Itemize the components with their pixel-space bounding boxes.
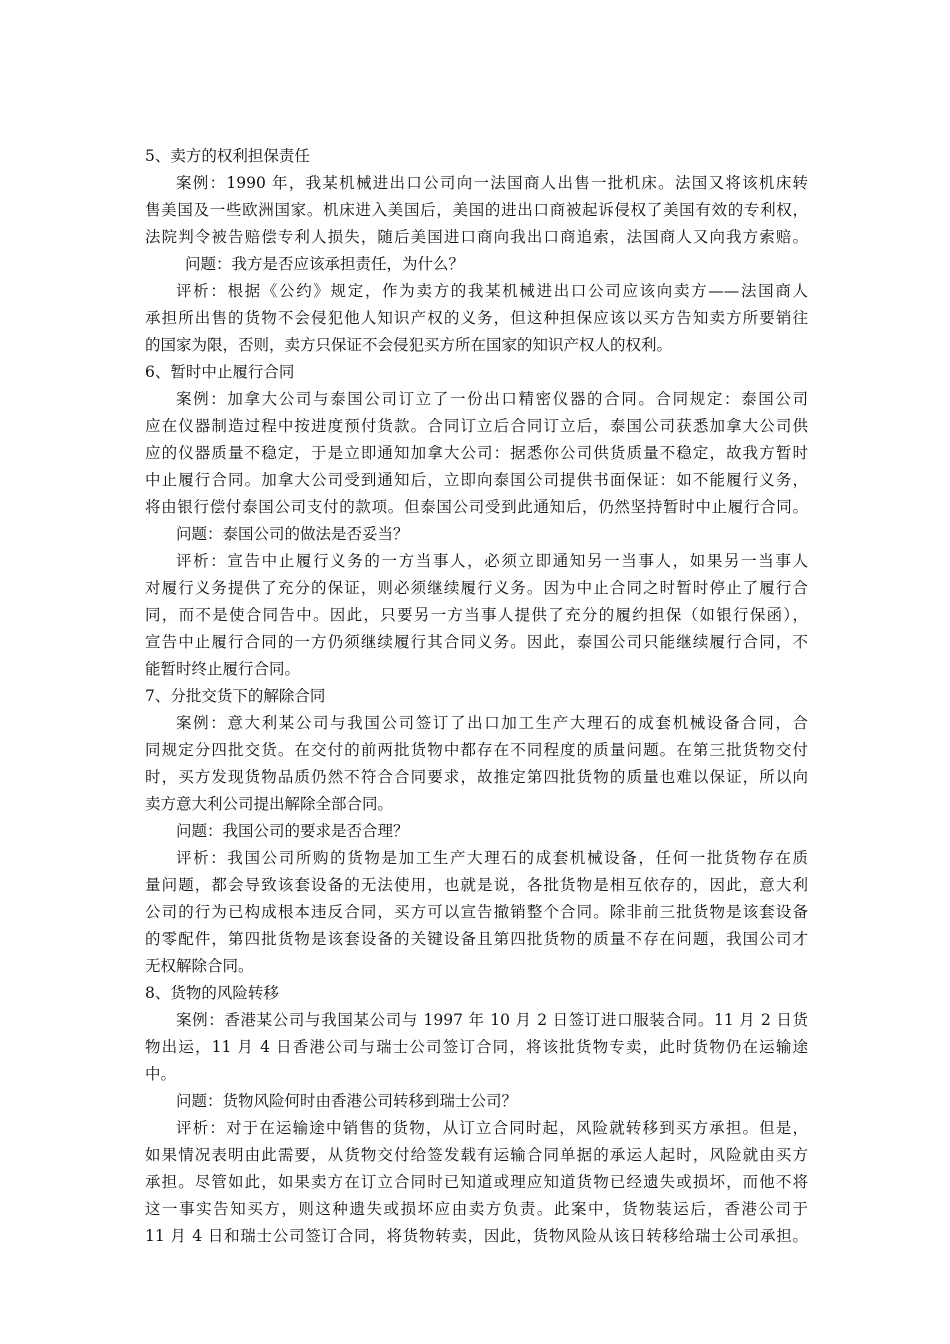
case-line: 同规定分四批交货。在交付的前两批货物中都存在不同程度的质量问题。在第三批货物交付 <box>145 741 808 759</box>
case-line: 中止履行合同。加拿大公司受到通知后，立即向泰国公司提供书面保证：如不能履行义务， <box>145 471 808 489</box>
analysis-line: 宣告中止履行合同的一方仍须继续履行其合同义务。因此，泰国公司只能继续履行合同，不 <box>145 633 808 651</box>
case-line: 案例：加拿大公司与泰国公司订立了一份出口精密仪器的合同。合同规定：泰国公司 <box>176 390 808 408</box>
section-heading: 7、分批交货下的解除合同 <box>145 687 326 705</box>
section-5 <box>145 143 808 359</box>
analysis-line: 承担。尽管如此，如果卖方在订立合同时已知道或理应知道货物已经遗失或损坏，而他不将 <box>145 1173 808 1191</box>
question-line: 问题：货物风险何时由香港公司转移到瑞士公司？ <box>176 1092 518 1110</box>
case-line: 物出运，11 月 4 日香港公司与瑞士公司签订合同，将该批货物专卖，此时货物仍在运输途 <box>145 1038 808 1056</box>
analysis-line: 无权解除合同。 <box>145 957 254 975</box>
case-line: 时，买方发现货物品质仍然不符合合同要求，故推定第四批货物的质量也难以保证，所以向 <box>145 768 808 786</box>
case-line: 应在仪器制造过程中按进度预付货款。合同订立后合同订立后，泰国公司获悉加拿大公司供 <box>145 417 808 435</box>
question-line: 问题：我国公司的要求是否合理？ <box>176 822 409 840</box>
analysis-line: 评析：宣告中止履行义务的一方当事人，必须立即通知另一当事人，如果另一当事人 <box>176 552 808 570</box>
section-8 <box>145 980 808 1250</box>
analysis-line: 11 月 4 日和瑞士公司签订合同，将货物转卖，因此，货物风险从该日转移给瑞士公司承担。 <box>145 1227 808 1245</box>
section-heading: 6、暂时中止履行合同 <box>145 363 295 381</box>
case-line: 案例：香港某公司与我国某公司与 1997 年 10 月 2 日签订进口服装合同。11 月 2 日货 <box>176 1011 808 1029</box>
case-line: 中。 <box>145 1065 177 1083</box>
section-heading: 5、卖方的权利担保责任 <box>145 147 310 165</box>
analysis-line: 承担所出售的货物不会侵犯他人知识产权的义务，但这种担保应该以买方告知卖方所要销往 <box>145 309 808 327</box>
analysis-line: 同，而不是使合同告中。因此，只要另一方当事人提供了充分的履约担保（如银行保函）， <box>145 606 808 624</box>
case-line: 卖方意大利公司提出解除全部合同。 <box>145 795 394 813</box>
analysis-line: 的国家为限，否则，卖方只保证不会侵犯买方所在国家的知识产权人的权利。 <box>145 336 673 354</box>
analysis-line: 的零配件，第四批货物是该套设备的关键设备且第四批货物的质量不存在问题，我国公司才 <box>145 930 808 948</box>
analysis-line: 对履行义务提供了充分的保证，则必须继续履行义务。因为中止合同之时暂时停止了履行合 <box>145 579 808 597</box>
case-line: 将由银行偿付泰国公司支付的款项。但泰国公司受到此通知后，仍然坚持暂时中止履行合同。 <box>145 498 808 516</box>
analysis-line: 能暂时终止履行合同。 <box>145 660 301 678</box>
analysis-line: 公司的行为已构成根本违反合同，买方可以宣告撤销整个合同。除非前三批货物是该套设备 <box>145 903 808 921</box>
section-heading: 8、货物的风险转移 <box>145 984 279 1002</box>
analysis-line: 量问题，都会导致该套设备的无法使用，也就是说，各批货物是相互依存的，因此，意大利 <box>145 876 808 894</box>
question-line: 问题：泰国公司的做法是否妥当？ <box>176 525 409 543</box>
document-page <box>145 143 808 1250</box>
case-line: 案例：1990 年，我某机械进出口公司向一法国商人出售一批机床。法国又将该机床转 <box>176 174 808 192</box>
case-line: 售美国及一些欧洲国家。机床进入美国后，美国的进出口商被起诉侵权了美国有效的专利权， <box>145 201 808 219</box>
section-6 <box>145 359 808 683</box>
analysis-line: 评析：根据《公约》规定，作为卖方的我某机械进出口公司应该向卖方——法国商人 <box>176 282 808 300</box>
analysis-line: 如果情况表明由此需要，从货物交付给签发载有运输合同单据的承运人起时，风险就由买方 <box>145 1146 808 1164</box>
case-line: 案例：意大利某公司与我国公司签订了出口加工生产大理石的成套机械设备合同，合 <box>176 714 808 732</box>
analysis-line: 评析：我国公司所购的货物是加工生产大理石的成套机械设备，任何一批货物存在质 <box>176 849 808 867</box>
section-7 <box>145 683 808 980</box>
case-line: 法院判令被告赔偿专利人损失，随后美国进口商向我出口商追索，法国商人又向我方索赔。 <box>145 228 808 246</box>
analysis-line: 评析：对于在运输途中销售的货物，从订立合同时起，风险就转移到买方承担。但是， <box>176 1119 808 1137</box>
analysis-line: 这一事实告知买方，则这种遗失或损坏应由卖方负责。此案中，货物装运后，香港公司于 <box>145 1200 808 1218</box>
question-line: 问题：我方是否应该承担责任，为什么？ <box>185 255 465 273</box>
case-line: 应的仪器质量不稳定，于是立即通知加拿大公司：据悉你公司供货质量不稳定，故我方暂时 <box>145 444 808 462</box>
